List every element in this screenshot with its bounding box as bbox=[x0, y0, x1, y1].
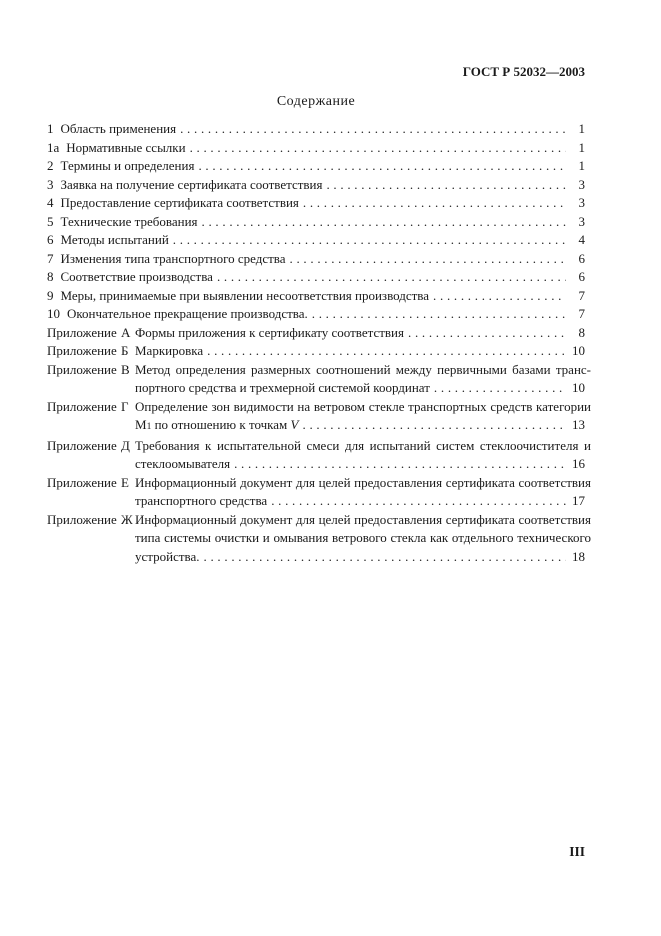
toc-entry-title: Изменения типа транспортного средства bbox=[60, 250, 286, 266]
dot-leader bbox=[217, 268, 566, 287]
toc-entry-page: 6 bbox=[578, 250, 585, 266]
appendix-title-line: Требования к испытательной смеси для испытаний систем стеклоочистителя и bbox=[135, 437, 591, 453]
toc-entry-title: Методы испытаний bbox=[60, 232, 169, 247]
toc-entry-number: 3 bbox=[47, 176, 54, 192]
appendix-title-line: Метод определения размерных соотношений между первичными базами транс- bbox=[135, 361, 591, 377]
appendix-title-line: Определение зон видимости на ветровом стекле транспортных средств категории bbox=[135, 398, 591, 414]
appendix-title-line: устройства. bbox=[135, 548, 200, 564]
toc-entry-title: Термины и определения bbox=[60, 158, 195, 173]
appendix-title-line: транспортного средства bbox=[135, 493, 268, 508]
dot-leader bbox=[303, 416, 567, 435]
appendix-page: 16 bbox=[572, 456, 585, 471]
dot-leader bbox=[190, 139, 566, 158]
toc-entry-page: 3 bbox=[578, 213, 585, 229]
appendix-letter: А bbox=[121, 324, 131, 340]
toc-entry-title: Технические требования bbox=[60, 213, 198, 229]
appendix-label: Приложение bbox=[47, 361, 117, 377]
appendix-title: Маркировка bbox=[135, 343, 204, 358]
appendix-line bbox=[47, 398, 591, 417]
appendix-letter: Г bbox=[121, 398, 129, 414]
appendix-line bbox=[47, 437, 591, 456]
toc-entry-page: 6 bbox=[578, 269, 585, 284]
toc-entry-number: 9 bbox=[47, 287, 54, 303]
page-number: III bbox=[569, 844, 585, 859]
toc-entry-number: 1а bbox=[47, 139, 60, 155]
toc-entry-page: 7 bbox=[578, 306, 585, 321]
appendix-label: Приложение bbox=[47, 437, 117, 453]
toc-entry bbox=[47, 176, 585, 195]
symbol-m: М bbox=[135, 417, 147, 432]
appendix-line bbox=[47, 379, 585, 398]
toc-entry bbox=[47, 250, 585, 269]
toc-entry-number: 6 bbox=[47, 232, 54, 247]
appendix-letter: Б bbox=[121, 343, 129, 358]
toc-entry-number: 1 bbox=[47, 121, 54, 136]
toc-entry bbox=[47, 194, 585, 213]
appendix-entry bbox=[47, 437, 591, 474]
toc-entry bbox=[47, 305, 585, 324]
dot-leader bbox=[290, 250, 566, 269]
appendix-entry bbox=[47, 342, 585, 361]
dot-leader bbox=[207, 342, 566, 361]
dot-leader bbox=[434, 379, 566, 398]
toc-entry-title: Нормативные ссылки bbox=[66, 139, 186, 155]
dot-leader bbox=[202, 213, 566, 232]
toc-entry-page: 1 bbox=[578, 121, 585, 136]
toc-entry-title: Предоставление сертификата соответствия bbox=[60, 195, 299, 210]
symbol-v-italic: V bbox=[290, 417, 299, 432]
appendix-title-line: типа системы очистки и омывания ветрового стекла как отдельного технического bbox=[135, 530, 591, 545]
toc-entry bbox=[47, 213, 585, 232]
page-content bbox=[47, 64, 591, 566]
appendix-title-line: Информационный документ для целей предоставления сертификата соответствия bbox=[135, 474, 591, 490]
toc-entry bbox=[47, 139, 585, 158]
appendix-entry bbox=[47, 511, 591, 567]
dot-leader bbox=[303, 194, 566, 213]
toc-entry bbox=[47, 157, 585, 176]
appendix-title: Формы приложения к сертификату соответствия bbox=[135, 324, 404, 340]
appendix-page: 17 bbox=[572, 493, 585, 508]
toc-entry-page: 1 bbox=[578, 139, 585, 155]
appendix-title-line: стеклоомывателя bbox=[135, 456, 231, 471]
doc-code: ГОСТ Р 52032—2003 bbox=[462, 64, 585, 79]
appendix-label: Приложение bbox=[47, 511, 117, 527]
toc-entry bbox=[47, 231, 585, 250]
appendix-page: 8 bbox=[578, 324, 585, 340]
dot-leader bbox=[326, 176, 566, 195]
toc-entry-number: 8 bbox=[47, 269, 54, 284]
appendix-line bbox=[47, 529, 591, 548]
dot-leader bbox=[312, 305, 566, 324]
toc-entry-number: 10 bbox=[47, 306, 60, 321]
dot-leader bbox=[408, 324, 566, 343]
toc-entry-page: 7 bbox=[578, 287, 585, 303]
appendix-letter: Е bbox=[121, 474, 129, 490]
appendix-label: Приложение bbox=[47, 398, 117, 414]
toc-entry-page: 3 bbox=[578, 176, 585, 192]
appendix-line bbox=[47, 492, 585, 511]
toc-entry-page: 1 bbox=[578, 158, 585, 173]
appendix-entry bbox=[47, 361, 591, 398]
appendix-page: 18 bbox=[572, 548, 585, 564]
toc-entry bbox=[47, 120, 585, 139]
table-of-contents bbox=[47, 120, 591, 566]
toc-entry bbox=[47, 268, 585, 287]
appendix-line bbox=[47, 416, 585, 437]
dot-leader bbox=[198, 157, 566, 176]
appendix-label: Приложение bbox=[47, 474, 117, 490]
appendix-line bbox=[47, 548, 585, 567]
toc-entry-title: Область применения bbox=[60, 121, 177, 136]
toc-entry-title: Соответствие производства bbox=[60, 269, 213, 284]
page-title: Содержание bbox=[276, 94, 356, 109]
dot-leader bbox=[173, 231, 566, 250]
toc-entry-number: 4 bbox=[47, 195, 54, 210]
toc-entry-title: Окончательное прекращение производства. bbox=[67, 306, 308, 321]
appendix-label: Приложение bbox=[47, 324, 117, 340]
appendix-letter: Д bbox=[121, 437, 130, 453]
appendix-entry bbox=[47, 324, 585, 343]
appendix-label: Приложение bbox=[47, 343, 117, 358]
appendix-title-line: по отношению к точкам bbox=[151, 417, 291, 432]
toc-entry-number: 2 bbox=[47, 158, 54, 173]
dot-leader bbox=[433, 287, 566, 306]
symbol-m-subscript: 1 bbox=[146, 422, 152, 432]
toc-entry-title: Заявка на получение сертификата соответствия bbox=[60, 176, 323, 192]
appendix-page: 10 bbox=[572, 380, 585, 395]
appendix-letter: В bbox=[121, 361, 130, 377]
appendix-title-line: портного средства и трехмерной системой координат bbox=[135, 380, 430, 395]
appendix-page: 10 bbox=[572, 343, 585, 358]
appendix-line bbox=[47, 511, 591, 530]
appendix-title-line: Информационный документ для целей предоставления сертификата соответствия bbox=[135, 511, 591, 527]
appendix-page: 13 bbox=[572, 417, 585, 432]
dot-leader bbox=[271, 492, 566, 511]
toc-entry bbox=[47, 287, 585, 306]
appendix-letter: Ж bbox=[121, 511, 133, 527]
appendix-entry bbox=[47, 474, 591, 511]
toc-entry-page: 4 bbox=[578, 232, 585, 247]
toc-entry-page: 3 bbox=[578, 195, 585, 210]
toc-entry-number: 5 bbox=[47, 213, 54, 229]
appendix-line bbox=[47, 361, 591, 380]
appendix-line bbox=[47, 474, 591, 493]
appendix-entry bbox=[47, 398, 591, 437]
dot-leader bbox=[180, 120, 566, 139]
toc-entry-number: 7 bbox=[47, 250, 54, 266]
dot-leader bbox=[204, 548, 566, 567]
appendix-line bbox=[47, 455, 585, 474]
toc-entry-title: Меры, принимаемые при выявлении несоответствия производства bbox=[60, 287, 430, 303]
dot-leader bbox=[234, 455, 566, 474]
